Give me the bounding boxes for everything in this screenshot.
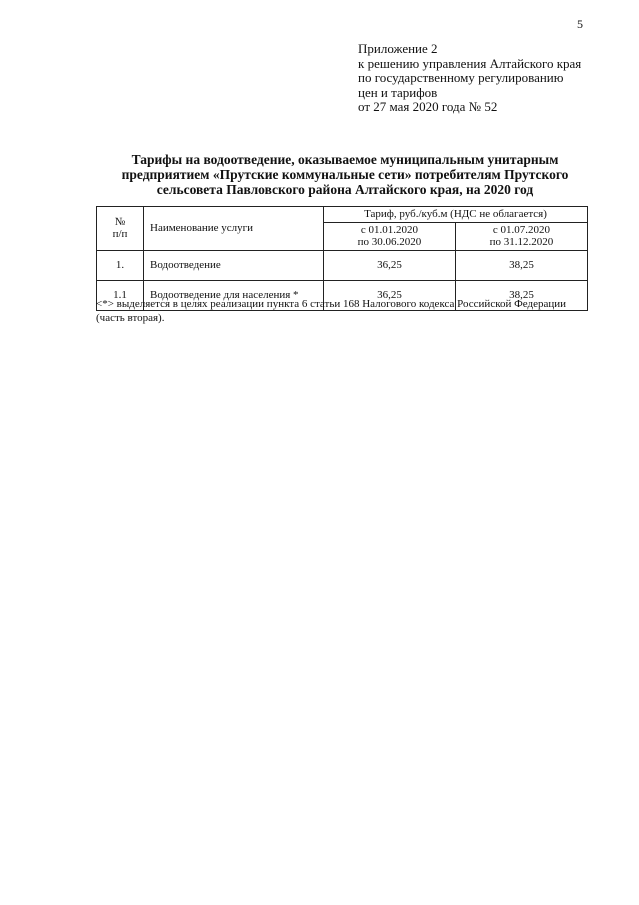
title-line: Тарифы на водоотведение, оказываемое муниципальным унитарным (131, 152, 559, 167)
title-line: предприятием «Прутские коммунальные сети» потребителям Прутского (121, 167, 569, 182)
appendix-block (358, 42, 618, 115)
appendix-line: от 27 мая 2020 года № 52 (358, 99, 498, 114)
row-number: 1.1 (97, 280, 144, 310)
title-line: сельсовета Павловского района Алтайского края, на 2020 год (156, 182, 534, 197)
appendix-line: Приложение 2 (358, 41, 438, 56)
row-tariff-period-2: 38,25 (455, 250, 587, 280)
header-number-cell (97, 207, 144, 251)
row-tariff-period-2: 38,25 (455, 280, 587, 310)
appendix-line: по государственному регулированию (358, 70, 564, 85)
appendix-line: цен и тарифов (358, 84, 438, 100)
header-period-1 (324, 222, 456, 250)
row-service-name: Водоотведение (144, 250, 324, 280)
header-number-label: п/п (112, 228, 128, 241)
row-tariff-period-1: 36,25 (324, 280, 456, 310)
appendix-line: к решению управления Алтайского края (358, 55, 582, 71)
table-header-row (97, 207, 588, 223)
footnote: <*> выделяется в целях реализации пункта 6 статьи 168 Налогового кодекса Российской Федерации (часть вторая). (96, 298, 567, 324)
row-tariff-period-1: 36,25 (324, 250, 456, 280)
row-service-name: Водоотведение для населения * (144, 280, 324, 310)
document-title (80, 152, 610, 197)
tariff-table (96, 206, 588, 311)
header-service-name: Наименование услуги (144, 207, 324, 251)
table-row (97, 250, 588, 280)
header-period-2 (455, 222, 587, 250)
header-number-symbol: № (114, 215, 126, 228)
header-tariff: Тариф, руб./куб.м (НДС не облагается) (324, 207, 588, 223)
period-2-end: по 31.12.2020 (489, 236, 554, 248)
period-2-start: с 01.07.2020 (492, 223, 551, 236)
row-number: 1. (97, 250, 144, 280)
page-number: 5 (577, 17, 583, 31)
period-1-end: по 30.06.2020 (357, 236, 422, 248)
period-1-start: с 01.01.2020 (360, 223, 419, 236)
